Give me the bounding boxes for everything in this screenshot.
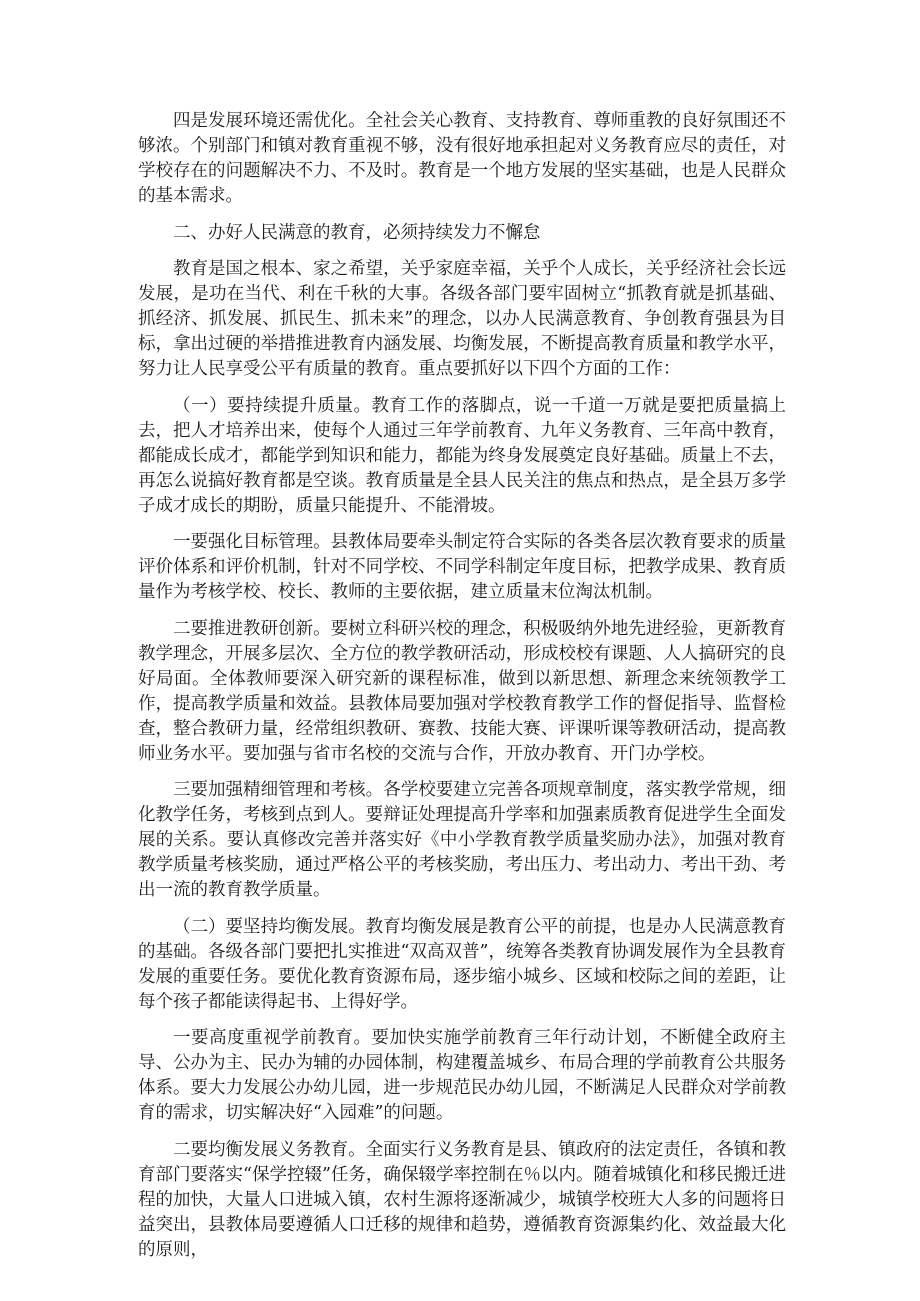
paragraph-research-innovation: 二要推进教研创新。要树立科研兴校的理念，积极吸纳外地先进经验，更新教育教学理念，开展多层次、全方位的教学教研活动，形成校校有课题、人人搞研究的良好局面。全体教师要深入研究新的课程标准，做到以新思想、新理念来统领教学工作，提高教学质量和效益。县教体局要加强对学校教育教学工作的督促指导、监督检查，整合教研力量，经常组织教研、赛教、技能大赛、评课听课等教研活动，提高教师业务水平。要加强与省市名校的交流与合作，开放办教育、开门办学校。 (138, 618, 786, 764)
section-heading-2: 二、办好人民满意的教育，必须持续发力不懈怠 (173, 222, 541, 243)
paragraph-fine-management: 三要加强精细管理和考核。各学校要建立完善各项规章制度，落实教学常规，细化教学任务，考核到点到人。要辩证处理提高升学率和加强素质教育促进学生全面发展的关系。要认真修改完善并落实好《中小学教育教学质量奖励办法》，加强对教育教学质量考核奖励，通过严格公平的考核奖励，考出压力、考出动力、考出干劲、考出一流的教育教学质量。 (138, 780, 786, 900)
paragraph-compulsory-education: 二要均衡发展义务教育。全面实行义务教育是县、镇政府的法定责任，各镇和教育部门要落实“保学控辍”任务，确保辍学率控制在％以内。随着城镇化和移民搬迁进程的加快，大量人口进城入镇，农村生源将逐渐减少，城镇学校班大人多的问题将日益突出，县教体局要遵循人口迁移的规律和趋势，遵循教育资源集约化、效益最大化的原则， (138, 1139, 786, 1260)
paragraph-education-intro: 教育是国之根本、家之希望，关乎家庭幸福，关乎个人成长，关乎经济社会长远发展，是功在当代、利在千秋的大事。各级各部门要牢固树立“抓教育就是抓基础、抓经济、抓发展、抓民生、抓未来”的理念，以办人民满意教育、争创教育强县为目标，拿出过硬的举措推进教育内涵发展、均衡发展，不断提高教育质量和教学水平，努力让人民享受公平有质量的教育。重点要抓好以下四个方面的工作： (138, 259, 786, 379)
paragraph-balanced-development: （二）要坚持均衡发展。教育均衡发展是教育公平的前提，也是办人民满意教育的基础。各级各部门要把扎实推进“双高双普”，统筹各类教育协调发展作为全县教育发展的重要任务。要优化教育资源布局，逐步缩小城乡、区域和校际之间的差距，让每个孩子都能读得起书、上得好学。 (138, 916, 786, 1012)
paragraph-preschool: 一要高度重视学前教育。要加快实施学前教育三年行动计划，不断健全政府主导、公办为主、民办为辅的办园体制，构建覆盖城乡、布局合理的学前教育公共服务体系。要大力发展公办幼儿园，进一步规范民办幼儿园，不断满足人民群众对学前教育的需求，切实解决好“入园难”的问题。 (138, 1028, 786, 1123)
paragraph-environment: 四是发展环境还需优化。全社会关心教育、支持教育、尊师重教的良好氛围还不够浓。个别部门和镇对教育重视不够，没有很好地承担起对义务教育应尽的责任，对学校存在的问题解决不力、不及时。教育是一个地方发展的坚实基础，也是人民群众的基本需求。 (138, 111, 786, 206)
document-body (138, 109, 786, 1274)
paragraph-quality: （一）要持续提升质量。教育工作的落脚点，说一千道一万就是要把质量搞上去，把人才培养出来，使每个人通过三年学前教育、九年义务教育、三年高中教育，都能成长成才，都能学到知识和能力，都能为终身发展奠定良好基础。质量上不去，再怎么说搞好教育都是空谈。教育质量是全县人民关注的焦点和热点，是全县万多学子成才成长的期盼，质量只能提升、不能滑坡。 (138, 395, 786, 516)
paragraph-target-management: 一要强化目标管理。县教体局要牵头制定符合实际的各类各层次教育要求的质量评价体系和评价机制，针对不同学校、不同学科制定年度目标，把教学成果、教育质量作为考核学校、校长、教师的主要依据，建立质量末位淘汰机制。 (138, 532, 786, 602)
